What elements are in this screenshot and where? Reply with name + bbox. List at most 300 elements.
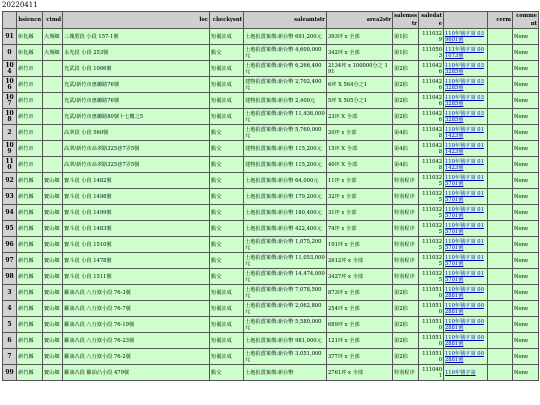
cerm-cell xyxy=(488,109,513,125)
location-cell: 寶斗段 小段 1483號 xyxy=(63,221,210,237)
county-cell: 新竹縣 xyxy=(17,333,43,349)
area-cell: 40坪 X 全部 xyxy=(327,157,393,173)
county-cell: 新竹縣 xyxy=(17,285,43,301)
location-cell: 寶斗段 小段 1478號 xyxy=(63,253,210,269)
table-row xyxy=(3,349,539,365)
column-header[interactable]: area2str xyxy=(327,12,393,29)
round-cell: 第4拍 xyxy=(393,141,419,157)
county-cell: 新竹市 xyxy=(17,141,43,157)
row-index: 93 xyxy=(3,189,17,205)
status-cell: 短備註成 xyxy=(210,109,244,125)
column-header[interactable]: hsiencn xyxy=(17,12,43,29)
comment-cell: None xyxy=(513,205,539,221)
cerm-cell xyxy=(488,253,513,269)
status-cell: 短備註成 xyxy=(210,349,244,365)
status-cell: 點交 xyxy=(210,253,244,269)
row-index: 4 xyxy=(3,301,17,317)
comment-cell: None xyxy=(513,77,539,93)
report-date: 20220411 xyxy=(2,1,38,9)
date-cell: 1110428 xyxy=(419,157,444,173)
date-cell: 1110510 xyxy=(419,349,444,365)
amount-cell: 建物拍賣案價:新台幣 115,200元 xyxy=(244,157,327,173)
area-cell: 6坪 X 564分之1 xyxy=(327,77,393,93)
comment-cell: None xyxy=(513,173,539,189)
area-cell: 254坪 x 全部 xyxy=(327,301,393,317)
district-cell: 寶山鄉 xyxy=(43,317,63,333)
case-link[interactable]: 110年號字第 033285號 xyxy=(445,78,484,91)
cerm-cell xyxy=(488,269,513,285)
column-header[interactable]: salemsstr xyxy=(394,13,417,27)
case-link-cell xyxy=(444,205,488,221)
case-link-cell xyxy=(444,333,488,349)
cerm-cell xyxy=(488,157,513,173)
round-cell: 第2拍 xyxy=(393,61,419,77)
amount-cell: 土地拍賣案價:新台幣 691,200元 xyxy=(244,29,327,45)
cerm-cell xyxy=(488,45,513,61)
column-header[interactable]: checkysnt xyxy=(210,12,244,29)
date-cell: 1110325 xyxy=(419,173,444,189)
case-link-cell xyxy=(444,349,488,365)
county-cell: 新竹縣 xyxy=(17,365,43,381)
county-cell: 新竹縣 xyxy=(17,269,43,285)
county-cell: 新竹縣 xyxy=(17,253,43,269)
case-link[interactable]: 110年號字第 033285號 xyxy=(445,110,484,123)
case-link[interactable]: 110年號字第 011423號 xyxy=(445,142,484,155)
case-link-cell xyxy=(444,45,488,61)
area-cell: 121坪 x 全部 xyxy=(327,333,393,349)
status-cell: 短備註成 xyxy=(210,61,244,77)
county-cell: 新竹縣 xyxy=(17,349,43,365)
area-cell: 873坪 x 全部 xyxy=(327,285,393,301)
case-link-cell xyxy=(444,141,488,157)
county-cell: 彰化縣 xyxy=(17,45,43,61)
location-cell: 雞油凸段 八分寮小段 76-23號 xyxy=(63,333,210,349)
date-cell: 1110426 xyxy=(419,109,444,125)
case-link[interactable]: 110年號字第 002881號 xyxy=(445,318,484,331)
location-cell: 光武/新竹市惠蘭路76號 xyxy=(63,77,210,93)
area-cell: 2761坪 x 全部 xyxy=(327,365,393,381)
comment-cell: None xyxy=(513,189,539,205)
location-cell: 永光段 小段 253號 xyxy=(63,45,210,61)
amount-cell: 建物拍賣案價:新台幣 2,400元 xyxy=(244,93,327,109)
county-cell: 彰化縣 xyxy=(17,29,43,45)
amount-cell: 土地拍賣案價:新台幣 5,580,000元 xyxy=(244,317,327,333)
area-cell: 3427坪 x 全部 xyxy=(327,269,393,285)
column-header[interactable]: ctmd xyxy=(43,12,63,29)
auction-table xyxy=(2,11,539,381)
location-cell: 高翠/新竹市高翠路325巷7弄5號 xyxy=(63,157,210,173)
row-index: 6 xyxy=(3,333,17,349)
location-cell: 雞油凸段 八分寮小段 76-3號 xyxy=(63,285,210,301)
location-cell: 寶斗段 小段 1510號 xyxy=(63,237,210,253)
cerm-cell xyxy=(488,285,513,301)
district-cell: 大城鄉 xyxy=(43,45,63,61)
district-cell xyxy=(43,109,63,125)
amount-cell: 土地拍賣案價:新台幣 1,075,200元 xyxy=(244,237,327,253)
cerm-cell xyxy=(488,173,513,189)
county-cell: 新竹縣 xyxy=(17,301,43,317)
status-cell: 短備註成 xyxy=(210,77,244,93)
area-cell: 11坪 x 全部 xyxy=(327,173,393,189)
comment-cell: None xyxy=(513,29,539,45)
location-cell: 三塊厝段 小段 157-1號 xyxy=(63,29,210,45)
status-cell: 點交 xyxy=(210,205,244,221)
district-cell: 寶山鄉 xyxy=(43,269,63,285)
column-header[interactable]: comment xyxy=(513,12,539,29)
status-cell: 點交 xyxy=(210,269,244,285)
row-index: 92 xyxy=(3,173,17,189)
row-index: 99 xyxy=(3,365,17,381)
case-link[interactable]: 110年號字第 015701號 xyxy=(445,222,484,235)
status-cell: 點交 xyxy=(210,365,244,381)
case-link[interactable]: 111年號字第 001073號 xyxy=(445,46,484,59)
comment-cell: None xyxy=(513,237,539,253)
round-cell: 第2拍 xyxy=(393,317,419,333)
comment-cell: None xyxy=(513,221,539,237)
amount-cell: 土地拍賣案價:新台幣 179,200元 xyxy=(244,189,327,205)
amount-cell: 土地拍賣案價:新台幣 180,400元 xyxy=(244,205,327,221)
area-cell: 23坪 X 全部 xyxy=(327,109,393,125)
status-cell: 點交 xyxy=(210,157,244,173)
row-index: 7 xyxy=(3,349,17,365)
status-cell: 短備註成 xyxy=(210,317,244,333)
round-cell: 特別程序 xyxy=(393,173,419,189)
cerm-cell xyxy=(488,141,513,157)
status-cell: 短備註成 xyxy=(210,93,244,109)
comment-cell: None xyxy=(513,157,539,173)
round-cell: 第4拍 xyxy=(393,157,419,173)
location-cell: 雞油凸段 八分寮小段 76-2號 xyxy=(63,349,210,365)
area-cell: 377坪 x 全部 xyxy=(327,349,393,365)
county-cell: 新竹縣 xyxy=(17,221,43,237)
round-cell: 第2拍 xyxy=(393,109,419,125)
round-cell: 特別程序 xyxy=(393,269,419,285)
county-cell: 新竹市 xyxy=(17,61,43,77)
row-index: 107 xyxy=(3,93,17,109)
cerm-cell xyxy=(488,189,513,205)
status-cell: 短備註成 xyxy=(210,301,244,317)
status-cell: 點交 xyxy=(210,237,244,253)
table-row xyxy=(3,173,539,189)
row-index: 98 xyxy=(3,269,17,285)
table-row xyxy=(3,93,539,109)
case-link[interactable]: 110年號字第 011423號 xyxy=(445,158,484,171)
date-cell: 1110401 xyxy=(419,365,444,381)
status-cell: 點交 xyxy=(210,189,244,205)
table-row xyxy=(3,365,539,381)
district-cell: 寶山鄉 xyxy=(43,349,63,365)
county-cell: 新竹縣 xyxy=(17,237,43,253)
case-link[interactable]: 110年號字第 015701號 xyxy=(445,174,484,187)
district-cell: 寶山鄉 xyxy=(43,205,63,221)
cerm-cell xyxy=(488,317,513,333)
cerm-cell xyxy=(488,237,513,253)
date-cell: 1110503 xyxy=(419,45,444,61)
cerm-cell xyxy=(488,205,513,221)
county-cell: 新竹縣 xyxy=(17,205,43,221)
county-cell: 新竹市 xyxy=(17,93,43,109)
cerm-cell xyxy=(488,349,513,365)
case-link[interactable]: 110年號字第 015701號 xyxy=(445,254,484,267)
cerm-cell xyxy=(488,61,513,77)
status-cell: 短備註成 xyxy=(210,333,244,349)
status-cell: 點交 xyxy=(210,173,244,189)
case-link-cell xyxy=(444,109,488,125)
comment-cell: None xyxy=(513,285,539,301)
case-link-cell xyxy=(444,189,488,205)
date-cell: 1110428 xyxy=(419,141,444,157)
case-link[interactable]: 110年號字第 015701號 xyxy=(445,206,484,219)
district-cell xyxy=(43,125,63,141)
case-link-cell xyxy=(444,29,488,45)
comment-cell: None xyxy=(513,349,539,365)
case-link-cell xyxy=(444,125,488,141)
case-link-cell xyxy=(444,285,488,301)
case-link[interactable]: 110年號字第 002881號 xyxy=(445,302,484,315)
table-row xyxy=(3,221,539,237)
amount-cell: 土地拍賣案價:新台幣 2,062,800元 xyxy=(244,301,327,317)
round-cell: 第2拍 xyxy=(393,285,419,301)
amount-cell: 土地拍賣案價:新台幣 4,600,000元 xyxy=(244,45,327,61)
date-cell: 1110510 xyxy=(419,317,444,333)
cerm-cell xyxy=(488,221,513,237)
status-cell: 點交 xyxy=(210,125,244,141)
comment-cell: None xyxy=(513,253,539,269)
comment-cell: None xyxy=(513,301,539,317)
case-link-cell xyxy=(444,173,488,189)
cerm-cell xyxy=(488,29,513,45)
comment-cell: None xyxy=(513,45,539,61)
location-cell: 寶斗段 小段 1498號 xyxy=(63,189,210,205)
column-header[interactable] xyxy=(3,12,17,29)
row-index: 106 xyxy=(3,77,17,93)
table-row xyxy=(3,301,539,317)
date-cell: 1110325 xyxy=(419,237,444,253)
case-link-cell xyxy=(444,61,488,77)
case-link[interactable]: 110年號字第 015701號 xyxy=(445,238,484,251)
case-link[interactable]: 110年號字第 xyxy=(445,369,476,376)
comment-cell: None xyxy=(513,365,539,381)
date-cell: 1110325 xyxy=(419,221,444,237)
location-cell: 雞油凸段 雞油凸小段 479號 xyxy=(63,365,210,381)
case-link-cell xyxy=(444,317,488,333)
comment-cell: None xyxy=(513,61,539,77)
amount-cell: 土地拍賣案價:新台幣 5,760,000元 xyxy=(244,125,327,141)
area-cell: 689坪 x 全部 xyxy=(327,317,393,333)
table-row xyxy=(3,269,539,285)
county-cell: 新竹市 xyxy=(17,125,43,141)
district-cell xyxy=(43,61,63,77)
row-index: 109 xyxy=(3,141,17,157)
case-link[interactable]: 110年號字第 015701號 xyxy=(445,190,484,203)
row-index: 2 xyxy=(3,125,17,141)
case-link[interactable]: 110年號字第 002881號 xyxy=(445,334,484,347)
round-cell: 特別程序 xyxy=(393,253,419,269)
date-cell: 1110325 xyxy=(419,205,444,221)
district-cell xyxy=(43,157,63,173)
district-cell: 寶山鄉 xyxy=(43,253,63,269)
date-cell: 1110329 xyxy=(419,29,444,45)
table-row xyxy=(3,237,539,253)
area-cell: 20坪 x 全部 xyxy=(327,125,393,141)
area-cell: 2134坪 x 100000分之 191 xyxy=(327,61,393,77)
date-cell: 1110325 xyxy=(419,269,444,285)
county-cell: 新竹市 xyxy=(17,109,43,125)
row-index: 104 xyxy=(3,61,17,77)
table-row xyxy=(3,253,539,269)
case-link[interactable]: 110年號字第 002881號 xyxy=(445,286,484,299)
location-cell: 高翠/新竹市高翠路325巷7弄5號 xyxy=(63,141,210,157)
row-index: 0 xyxy=(3,45,17,61)
table-row xyxy=(3,141,539,157)
area-cell: 191坪 x 全部 xyxy=(327,237,393,253)
case-link[interactable]: 110年號字第 033285號 xyxy=(445,94,484,107)
status-cell: 點交 xyxy=(210,141,244,157)
status-cell: 短備註成 xyxy=(210,29,244,45)
district-cell: 寶山鄉 xyxy=(43,285,63,301)
round-cell: 第2拍 xyxy=(393,77,419,93)
district-cell xyxy=(43,93,63,109)
cerm-cell xyxy=(488,301,513,317)
location-cell: 寶斗段 小段 1511號 xyxy=(63,269,210,285)
date-cell: 1110325 xyxy=(419,189,444,205)
comment-cell: None xyxy=(513,125,539,141)
row-index: 110 xyxy=(3,157,17,173)
case-link-cell xyxy=(444,253,488,269)
area-cell: 74坪 x 全部 xyxy=(327,221,393,237)
round-cell: 第1拍 xyxy=(393,45,419,61)
column-header[interactable] xyxy=(444,12,488,29)
row-index: 108 xyxy=(3,109,17,125)
location-cell: 光武/新竹市惠蘭路80號十七樓之5 xyxy=(63,109,210,125)
row-index: 94 xyxy=(3,205,17,221)
amount-cell: 土地拍賣案價:新台幣 3,051,000元 xyxy=(244,349,327,365)
comment-cell: None xyxy=(513,333,539,349)
case-link[interactable]: 110年號字第 039601號 xyxy=(445,30,484,43)
round-cell: 特別程序 xyxy=(393,365,419,381)
county-cell: 新竹市 xyxy=(17,77,43,93)
row-index: 91 xyxy=(3,29,17,45)
case-link[interactable]: 110年號字第 011423號 xyxy=(445,126,484,139)
county-cell: 新竹市 xyxy=(17,157,43,173)
location-cell: 高翠段 小段 560號 xyxy=(63,125,210,141)
column-header[interactable]: loc xyxy=(63,12,210,29)
column-header[interactable]: cerm xyxy=(488,12,513,29)
area-cell: 32坪 x 全部 xyxy=(327,189,393,205)
table-row xyxy=(3,45,539,61)
district-cell: 寶山鄉 xyxy=(43,189,63,205)
amount-cell: 建物拍賣案價:新台幣 2,702,400元 xyxy=(244,77,327,93)
column-header[interactable]: saleamtstr xyxy=(244,12,327,29)
status-cell: 短備註成 xyxy=(210,285,244,301)
case-link-cell xyxy=(444,77,488,93)
round-cell: 特別程序 xyxy=(393,221,419,237)
district-cell: 寶山鄉 xyxy=(43,173,63,189)
row-index: 95 xyxy=(3,221,17,237)
round-cell: 第4拍 xyxy=(393,125,419,141)
row-index: 3 xyxy=(3,285,17,301)
district-cell xyxy=(43,141,63,157)
area-cell: 5坪 X 505分之1 xyxy=(327,93,393,109)
location-cell: 雞油凸段 八分寮小段 76-19號 xyxy=(63,317,210,333)
district-cell: 寶山鄉 xyxy=(43,333,63,349)
date-cell: 1110428 xyxy=(419,125,444,141)
table-row xyxy=(3,285,539,301)
cerm-cell xyxy=(488,125,513,141)
amount-cell: 土地拍賣案價:新台幣 11,436,000元 xyxy=(245,110,325,123)
area-cell: 342坪 x 全部 xyxy=(327,45,393,61)
case-link-cell xyxy=(444,269,488,285)
comment-cell: None xyxy=(513,269,539,285)
table-row xyxy=(3,125,539,141)
table-row xyxy=(3,317,539,333)
cerm-cell xyxy=(488,77,513,93)
comment-cell: None xyxy=(513,141,539,157)
table-row xyxy=(3,61,539,77)
comment-cell: None xyxy=(513,93,539,109)
location-cell: 雞油凸段 八分寮小段 76-7號 xyxy=(63,301,210,317)
case-link-cell xyxy=(444,237,488,253)
area-cell: 15坪 X 全部 xyxy=(327,141,393,157)
county-cell: 新竹縣 xyxy=(17,189,43,205)
location-cell: 寶斗段 小段 1499號 xyxy=(63,205,210,221)
amount-cell: 土地拍賣案價:新台幣 14,474,000元 xyxy=(245,270,325,283)
amount-cell: 土地拍賣案價:新台幣 11,053,000元 xyxy=(245,254,325,267)
case-link-cell xyxy=(444,157,488,173)
area-cell: 393坪 x 全部 xyxy=(327,29,393,45)
column-header[interactable]: saledate xyxy=(419,12,444,29)
row-index: 96 xyxy=(3,237,17,253)
case-link-cell xyxy=(444,301,488,317)
district-cell: 寶山鄉 xyxy=(43,365,63,381)
case-link[interactable]: 110年號字第 033285號 xyxy=(445,62,484,75)
district-cell: 寶山鄉 xyxy=(43,301,63,317)
district-cell: 大城鄉 xyxy=(43,29,63,45)
county-cell: 新竹縣 xyxy=(17,317,43,333)
round-cell: 第1拍 xyxy=(393,29,419,45)
cerm-cell xyxy=(488,93,513,109)
area-cell: 31坪 x 全部 xyxy=(327,205,393,221)
table-row xyxy=(3,205,539,221)
district-cell xyxy=(43,77,63,93)
header-row xyxy=(3,12,539,29)
round-cell: 特別程序 xyxy=(393,189,419,205)
case-link[interactable]: 110年號字第 015701號 xyxy=(445,270,484,283)
table-row xyxy=(3,109,539,125)
county-cell: 新竹縣 xyxy=(17,173,43,189)
date-cell: 1110426 xyxy=(419,77,444,93)
location-cell: 光武/新竹市惠蘭路76號 xyxy=(63,93,210,109)
cerm-cell xyxy=(488,333,513,349)
status-cell: 點交 xyxy=(210,221,244,237)
amount-cell: 土地拍賣案價:新台幣 xyxy=(244,365,327,381)
round-cell: 第2拍 xyxy=(393,93,419,109)
case-link-cell xyxy=(444,221,488,237)
round-cell: 第2拍 xyxy=(393,349,419,365)
amount-cell: 土地拍賣案價:新台幣 981,000元 xyxy=(244,333,327,349)
district-cell: 寶山鄉 xyxy=(43,237,63,253)
round-cell: 特別程序 xyxy=(393,205,419,221)
amount-cell: 建物拍賣案價:新台幣 115,200元 xyxy=(244,141,327,157)
case-link[interactable]: 110年號字第 002881號 xyxy=(445,350,484,363)
table-body xyxy=(3,29,539,381)
row-index: 97 xyxy=(3,253,17,269)
amount-cell: 土地拍賣案價:新台幣 6,266,400元 xyxy=(244,61,327,77)
table-row xyxy=(3,333,539,349)
comment-cell: None xyxy=(513,317,539,333)
cerm-cell xyxy=(488,365,513,381)
district-cell: 寶山鄉 xyxy=(43,221,63,237)
